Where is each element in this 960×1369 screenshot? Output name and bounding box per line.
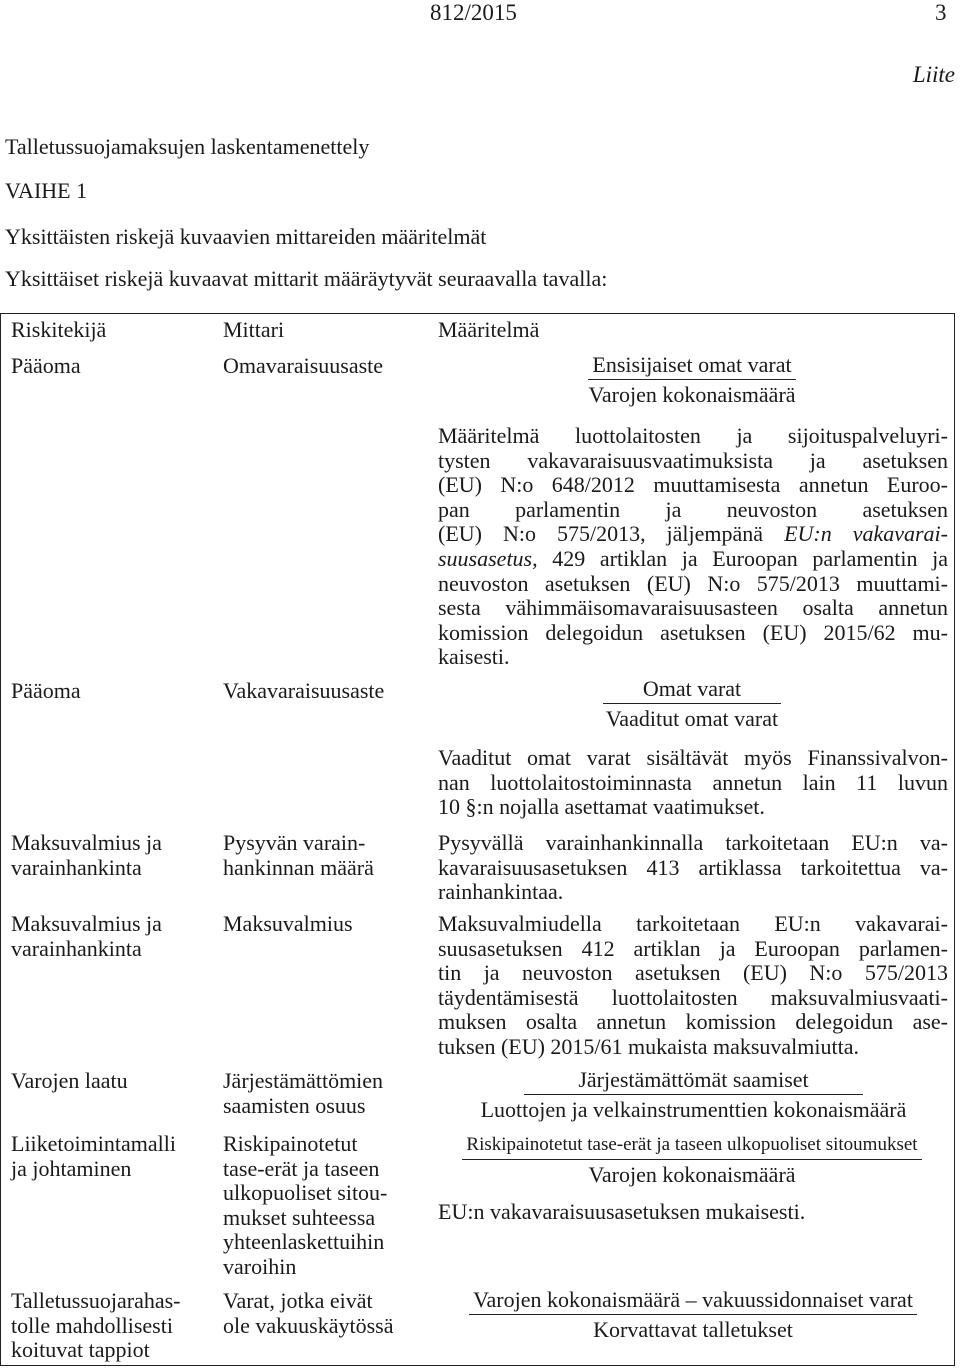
row-3-factor: Maksuvalmius ja varainhankinta xyxy=(11,911,162,961)
row-2-factor: Maksuvalmius ja varainhankinta xyxy=(11,830,162,880)
header-metric: Mittari xyxy=(223,317,285,342)
row-2-definition: Pysyvällä varainhankinnalla tarkoitetaan EU:n va- kavaraisuusasetuksen 413 artiklassa tarkoitettua va- rainhankintaa. xyxy=(438,830,948,905)
row-5-formula xyxy=(436,1130,948,1190)
phase-title: VAIHE 1 xyxy=(5,178,88,203)
row-5-denominator: Varojen kokonaismäärä xyxy=(588,1162,796,1187)
row-6-denominator: Korvattavat talletukset xyxy=(593,1317,793,1342)
row-5-factor: Liiketoimintamalli ja johtaminen xyxy=(11,1131,176,1181)
row-1-formula xyxy=(561,676,823,734)
doc-number: 812/2015 xyxy=(430,0,517,25)
row-6-metric: Varat, jotka eivät ole vakuuskäytössä xyxy=(223,1288,394,1338)
row-1-factor: Pääoma xyxy=(11,678,81,703)
page-number: 3 xyxy=(935,0,947,25)
header-factor: Riskitekijä xyxy=(11,317,107,342)
row-5-metric: Riskipainotetut tase-erät ja taseen ulkopuoliset sitou- mukset suhteessa yhteenlaskettuihin varoihin xyxy=(223,1131,388,1279)
row-1-note: Vaaditut omat varat sisältävät myös Finanssivalvon- nan luottolaitostoiminnasta annetun lain 11 luvun 10 §:n nojalla asettamat vaatimukset. xyxy=(438,745,948,820)
row-2-metric: Pysyvän varain- hankinnan määrä xyxy=(223,830,374,880)
definitions-table xyxy=(0,313,955,1366)
row-0-metric: Omavaraisuusaste xyxy=(223,353,384,378)
row-6-factor: Talletussuojarahas- tolle mahdollisesti koituvat tappiot xyxy=(11,1288,181,1363)
row-6-formula xyxy=(438,1287,948,1345)
row-4-factor: Varojen laatu xyxy=(11,1068,128,1093)
row-1-denominator: Vaaditut omat varat xyxy=(605,706,779,731)
header-definition: Määritelmä xyxy=(438,317,540,342)
row-4-numerator: Järjestämättömät saamiset xyxy=(524,1067,862,1095)
row-5-numerator: Riskipainotetut tase-erät ja taseen ulkopuoliset sitoumukset xyxy=(462,1132,921,1160)
row-4-denominator: Luottojen ja velkainstrumenttien kokonaismäärä xyxy=(480,1097,907,1122)
row-0-formula xyxy=(561,352,823,410)
row-0-numerator: Ensisijaiset omat varat xyxy=(588,352,795,380)
row-0-denominator: Varojen kokonaismäärä xyxy=(588,382,796,407)
row-1-numerator: Omat varat xyxy=(603,676,781,704)
intro-text: Yksittäiset riskejä kuvaavat mittarit määräytyvät seuraavalla tavalla: xyxy=(5,266,608,291)
appendix-label: Liite xyxy=(912,62,955,87)
row-1-metric: Vakavaraisuusaste xyxy=(223,678,385,703)
section-title: Yksittäisten riskejä kuvaavien mittareiden määritelmät xyxy=(5,224,487,249)
row-4-metric: Järjestämättömien saamisten osuus xyxy=(223,1068,384,1118)
row-0-factor: Pääoma xyxy=(11,353,81,378)
row-3-definition: Maksuvalmiudella tarkoitetaan EU:n vakavarai- suusasetuksen 412 artiklan ja Euroopan parlamen- tin ja neuvoston asetuksen (EU) N:o 575/2013 täydentämisestä luottolaitosten maksuvalmiusvaati- muksen osalta annetun komission delegoidun ase- tuksen (EU) 2015/61 mukaista maksuvalmiutta. xyxy=(438,911,948,1059)
main-title: Talletussuojamaksujen laskentamenettely xyxy=(5,134,370,159)
row-3-metric: Maksuvalmius xyxy=(223,911,353,936)
row-6-numerator: Varojen kokonaismäärä – vakuussidonnaiset varat xyxy=(469,1287,917,1315)
row-0-note: Määritelmä luottolaitosten ja sijoituspalveluyri- tysten vakavaraisuusvaatimuksista ja asetuksen (EU) N:o 648/2012 muuttamisesta annetun Euroo- pan parlamentin ja neuvoston asetuksen (EU) N:o 575/2013, jäljempänä EU:n vakavarai- suusasetus, 429 artiklan ja Euroopan parlamentin ja neuvoston asetuksen (EU) N:o 575/2013 muuttami- sesta vähimmäisomavaraisuusasteen osalta annetun komission delegoidun asetuksen (EU) 2015/62 mu- kaisesti. xyxy=(438,423,949,670)
row-4-formula xyxy=(441,1067,946,1125)
row-5-note: EU:n vakavaraisuusasetuksen mukaisesti. xyxy=(438,1199,806,1224)
